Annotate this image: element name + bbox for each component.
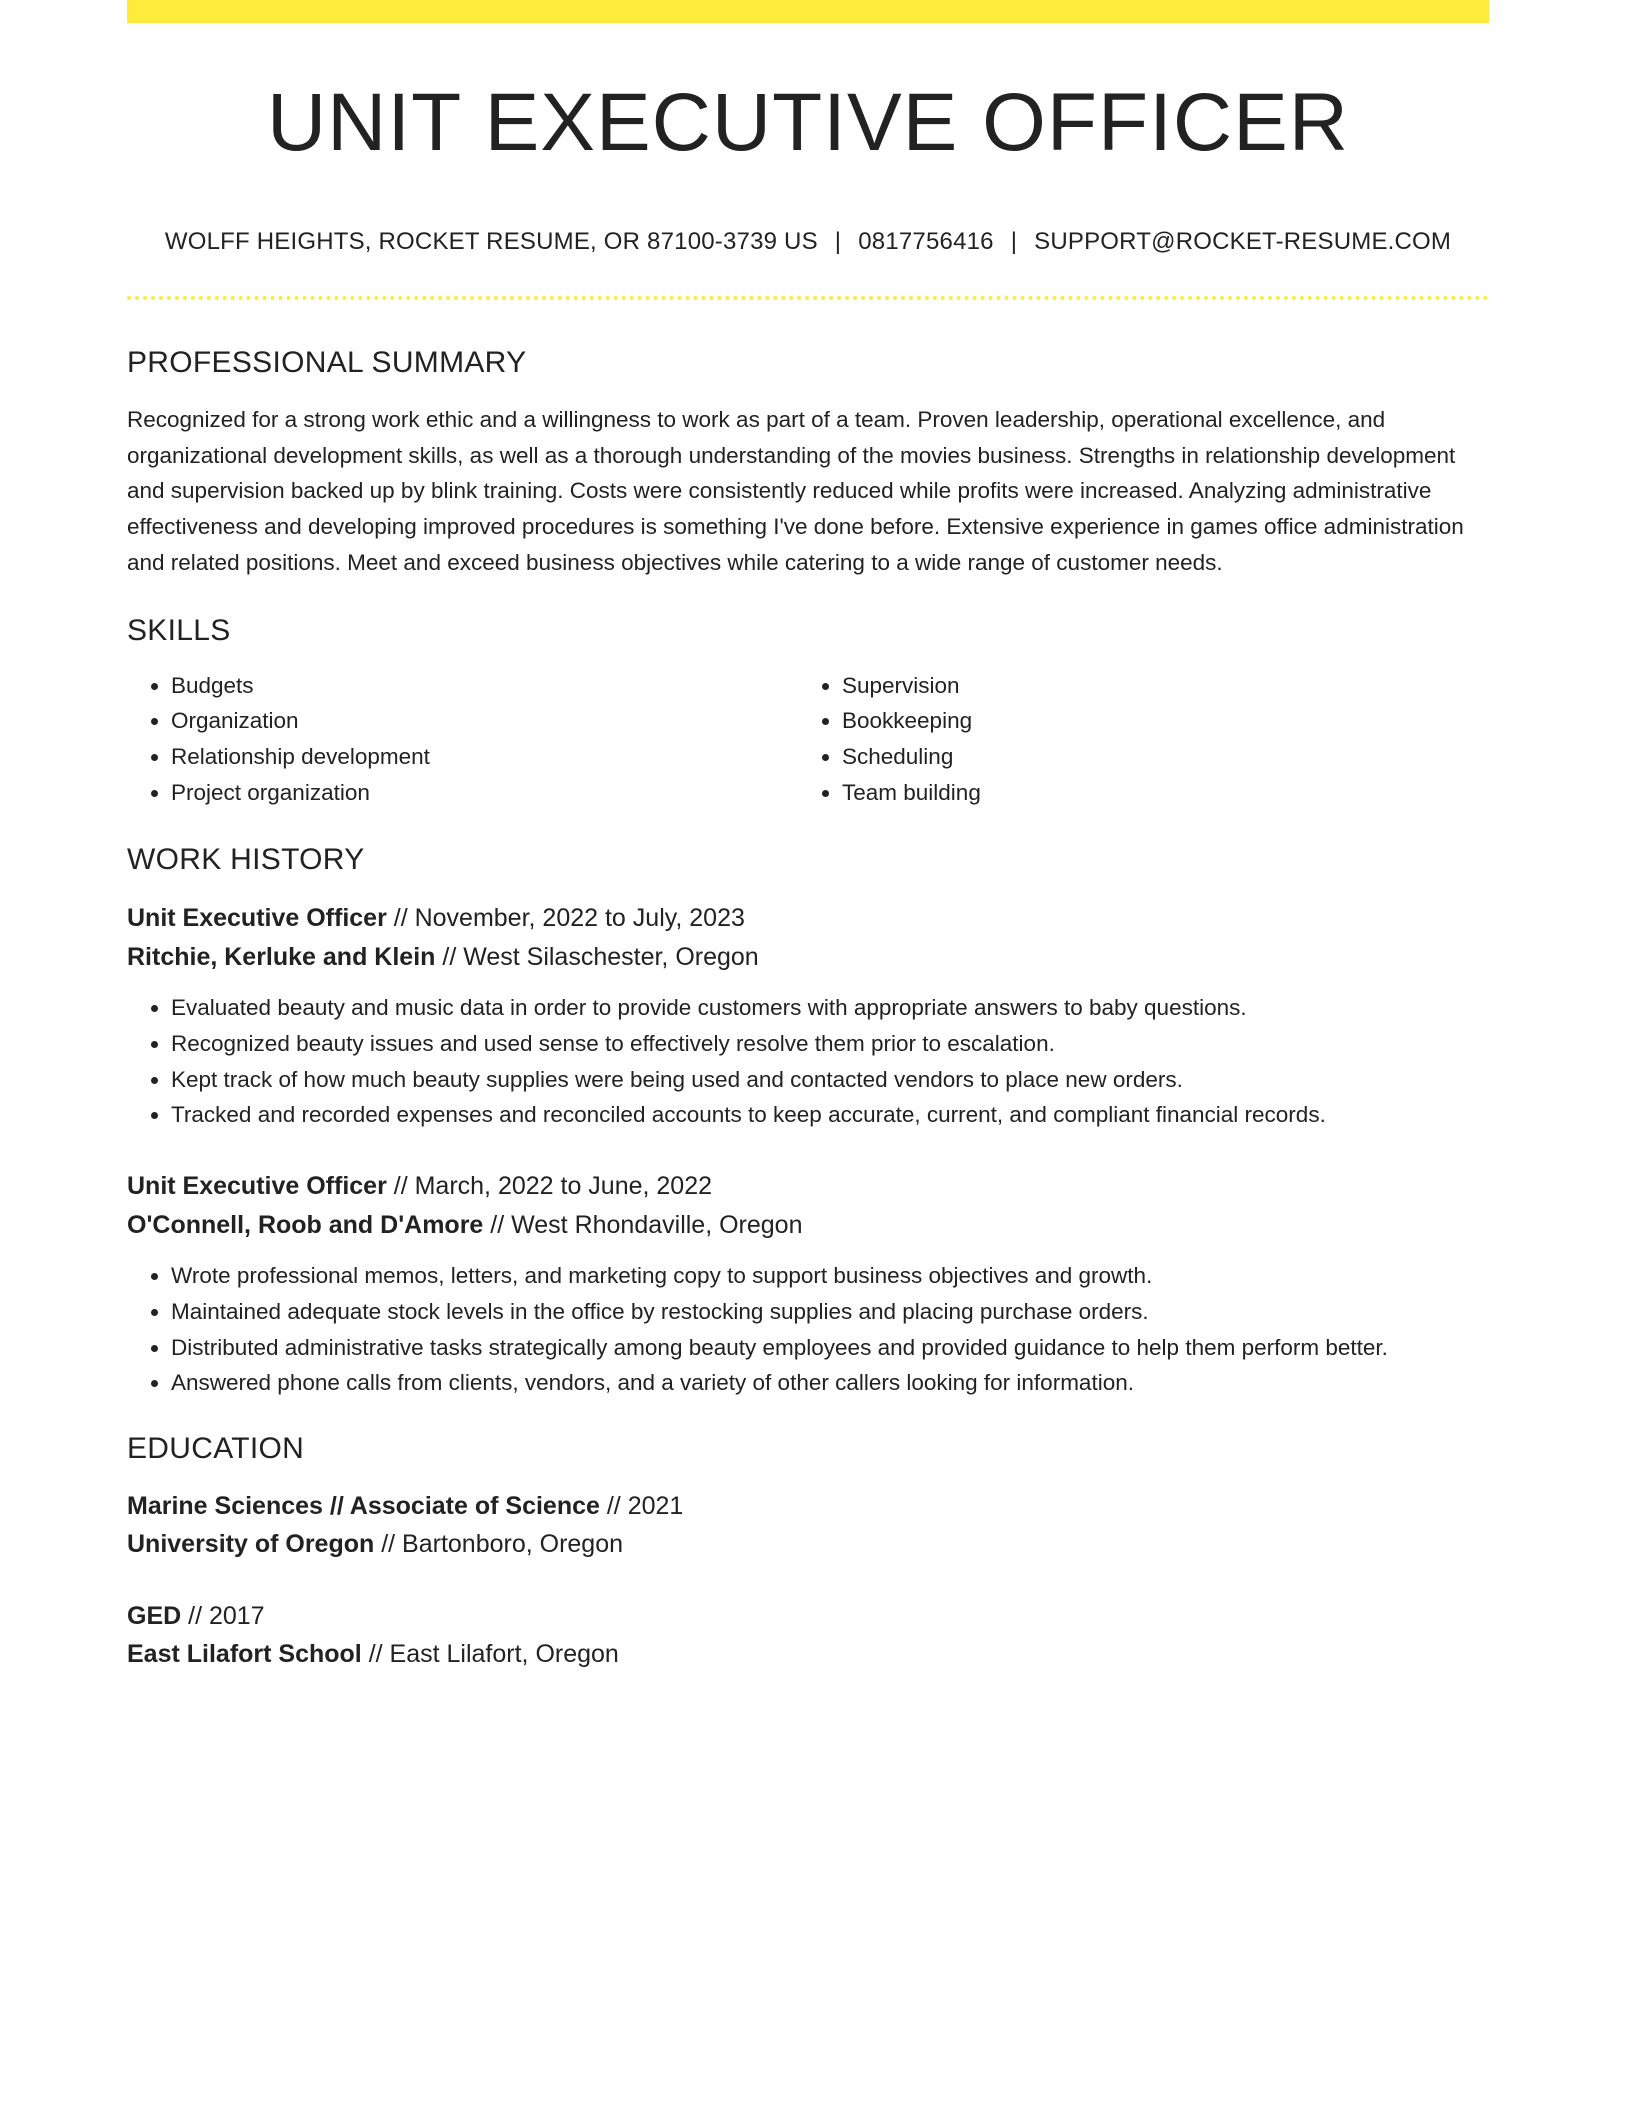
education-entry	[127, 1487, 1489, 1564]
skills-column-right	[798, 668, 1469, 811]
contact-separator: |	[834, 228, 842, 255]
job-bullets	[127, 990, 1489, 1133]
education-degree-line	[127, 1487, 1489, 1526]
education-school: East Lilafort School	[127, 1640, 362, 1669]
resume-title: UNIT EXECUTIVE OFFICER	[266, 77, 1350, 168]
job-bullet: • Tracked and recorded expenses and reconciled accounts to keep accurate, current, and compliant financial records.	[171, 1097, 1489, 1133]
education-year: // 2017	[181, 1601, 265, 1630]
work-history-heading: WORK HISTORY	[127, 843, 365, 877]
job-title: Unit Executive Officer	[127, 1172, 387, 1201]
job-entry	[127, 899, 1489, 1133]
education-year: // 2021	[599, 1491, 684, 1520]
job-company: O'Connell, Roob and D'Amore	[127, 1210, 484, 1239]
job-company-line	[127, 938, 1489, 977]
skills-column-left	[127, 668, 798, 811]
job-bullet: • Evaluated beauty and music data in order to provide customers with appropriate answers to baby questions.	[171, 990, 1489, 1026]
skills-heading: SKILLS	[127, 613, 231, 647]
education-degree: Marine Sciences // Associate of Science	[127, 1491, 600, 1520]
contact-separator: |	[1010, 228, 1018, 255]
education-school-line	[127, 1525, 1489, 1564]
accent-top-bar	[127, 0, 1489, 23]
skill-item: • Scheduling	[842, 739, 1469, 775]
summary-heading: PROFESSIONAL SUMMARY	[127, 346, 527, 379]
job-bullet: • Maintained adequate stock levels in the office by restocking supplies and placing purchase orders.	[171, 1294, 1489, 1330]
dotted-divider	[127, 296, 1489, 300]
skill-item: • Project organization	[171, 775, 798, 811]
job-bullet: • Answered phone calls from clients, vendors, and a variety of other callers looking for information.	[171, 1365, 1489, 1401]
job-location: // West Silaschester, Oregon	[435, 942, 759, 971]
job-location: // West Rhondaville, Oregon	[483, 1210, 803, 1239]
education-location: // Bartonboro, Oregon	[374, 1530, 624, 1559]
job-title: Unit Executive Officer	[127, 904, 387, 933]
contact-address: WOLFF HEIGHTS, ROCKET RESUME, OR 87100-3739 US	[164, 228, 818, 255]
skill-item: • Supervision	[842, 668, 1469, 704]
summary-text: Recognized for a strong work ethic and a willingness to work as part of a team. Proven leadership, operational excellence, and organizational development skills, as well as a thorough understanding of the movies business. Strengths in relationship development and supervision backed up by blink training. Costs were consistently reduced while profits were increased. Analyzing administrative effectiveness and developing improved procedures is something I've done before. Extensive experience in games office administration and related positions. Meet and exceed business objectives while catering to a wide range of customer needs.	[127, 407, 1464, 575]
job-bullet: • Recognized beauty issues and used sense to effectively resolve them prior to escalation.	[171, 1026, 1489, 1062]
education-degree: GED	[127, 1601, 182, 1630]
skill-item: • Organization	[171, 703, 798, 739]
education-school: University of Oregon	[127, 1530, 375, 1559]
skill-item: • Bookkeeping	[842, 703, 1469, 739]
skill-item: • Budgets	[171, 668, 798, 704]
resume-page	[127, 0, 1489, 1674]
job-bullets	[127, 1258, 1489, 1401]
education-location: // East Lilafort, Oregon	[361, 1640, 619, 1669]
job-bullet: • Wrote professional memos, letters, and marketing copy to support business objectives and growth.	[171, 1258, 1489, 1294]
job-dates: // March, 2022 to June, 2022	[386, 1172, 713, 1201]
contact-phone: 0817756416	[858, 228, 994, 255]
job-entry	[127, 1167, 1489, 1401]
job-title-line	[127, 1167, 1489, 1206]
skill-item: • Team building	[842, 775, 1469, 811]
job-dates: // November, 2022 to July, 2023	[386, 904, 745, 933]
job-title-line	[127, 899, 1489, 938]
job-bullet: • Distributed administrative tasks strategically among beauty employees and provided guidance to help them perform better.	[171, 1330, 1489, 1366]
education-entry	[127, 1597, 1489, 1674]
education-degree-line	[127, 1597, 1489, 1636]
skills-grid	[127, 668, 1489, 811]
contact-email: SUPPORT@ROCKET-RESUME.COM	[1034, 228, 1452, 255]
job-company-line	[127, 1206, 1489, 1245]
skill-item: • Relationship development	[171, 739, 798, 775]
education-heading: EDUCATION	[127, 1431, 305, 1465]
education-school-line	[127, 1635, 1489, 1674]
job-company: Ritchie, Kerluke and Klein	[127, 942, 436, 971]
job-bullet: • Kept track of how much beauty supplies were being used and contacted vendors to place new orders.	[171, 1062, 1489, 1098]
contact-line	[127, 228, 1489, 256]
